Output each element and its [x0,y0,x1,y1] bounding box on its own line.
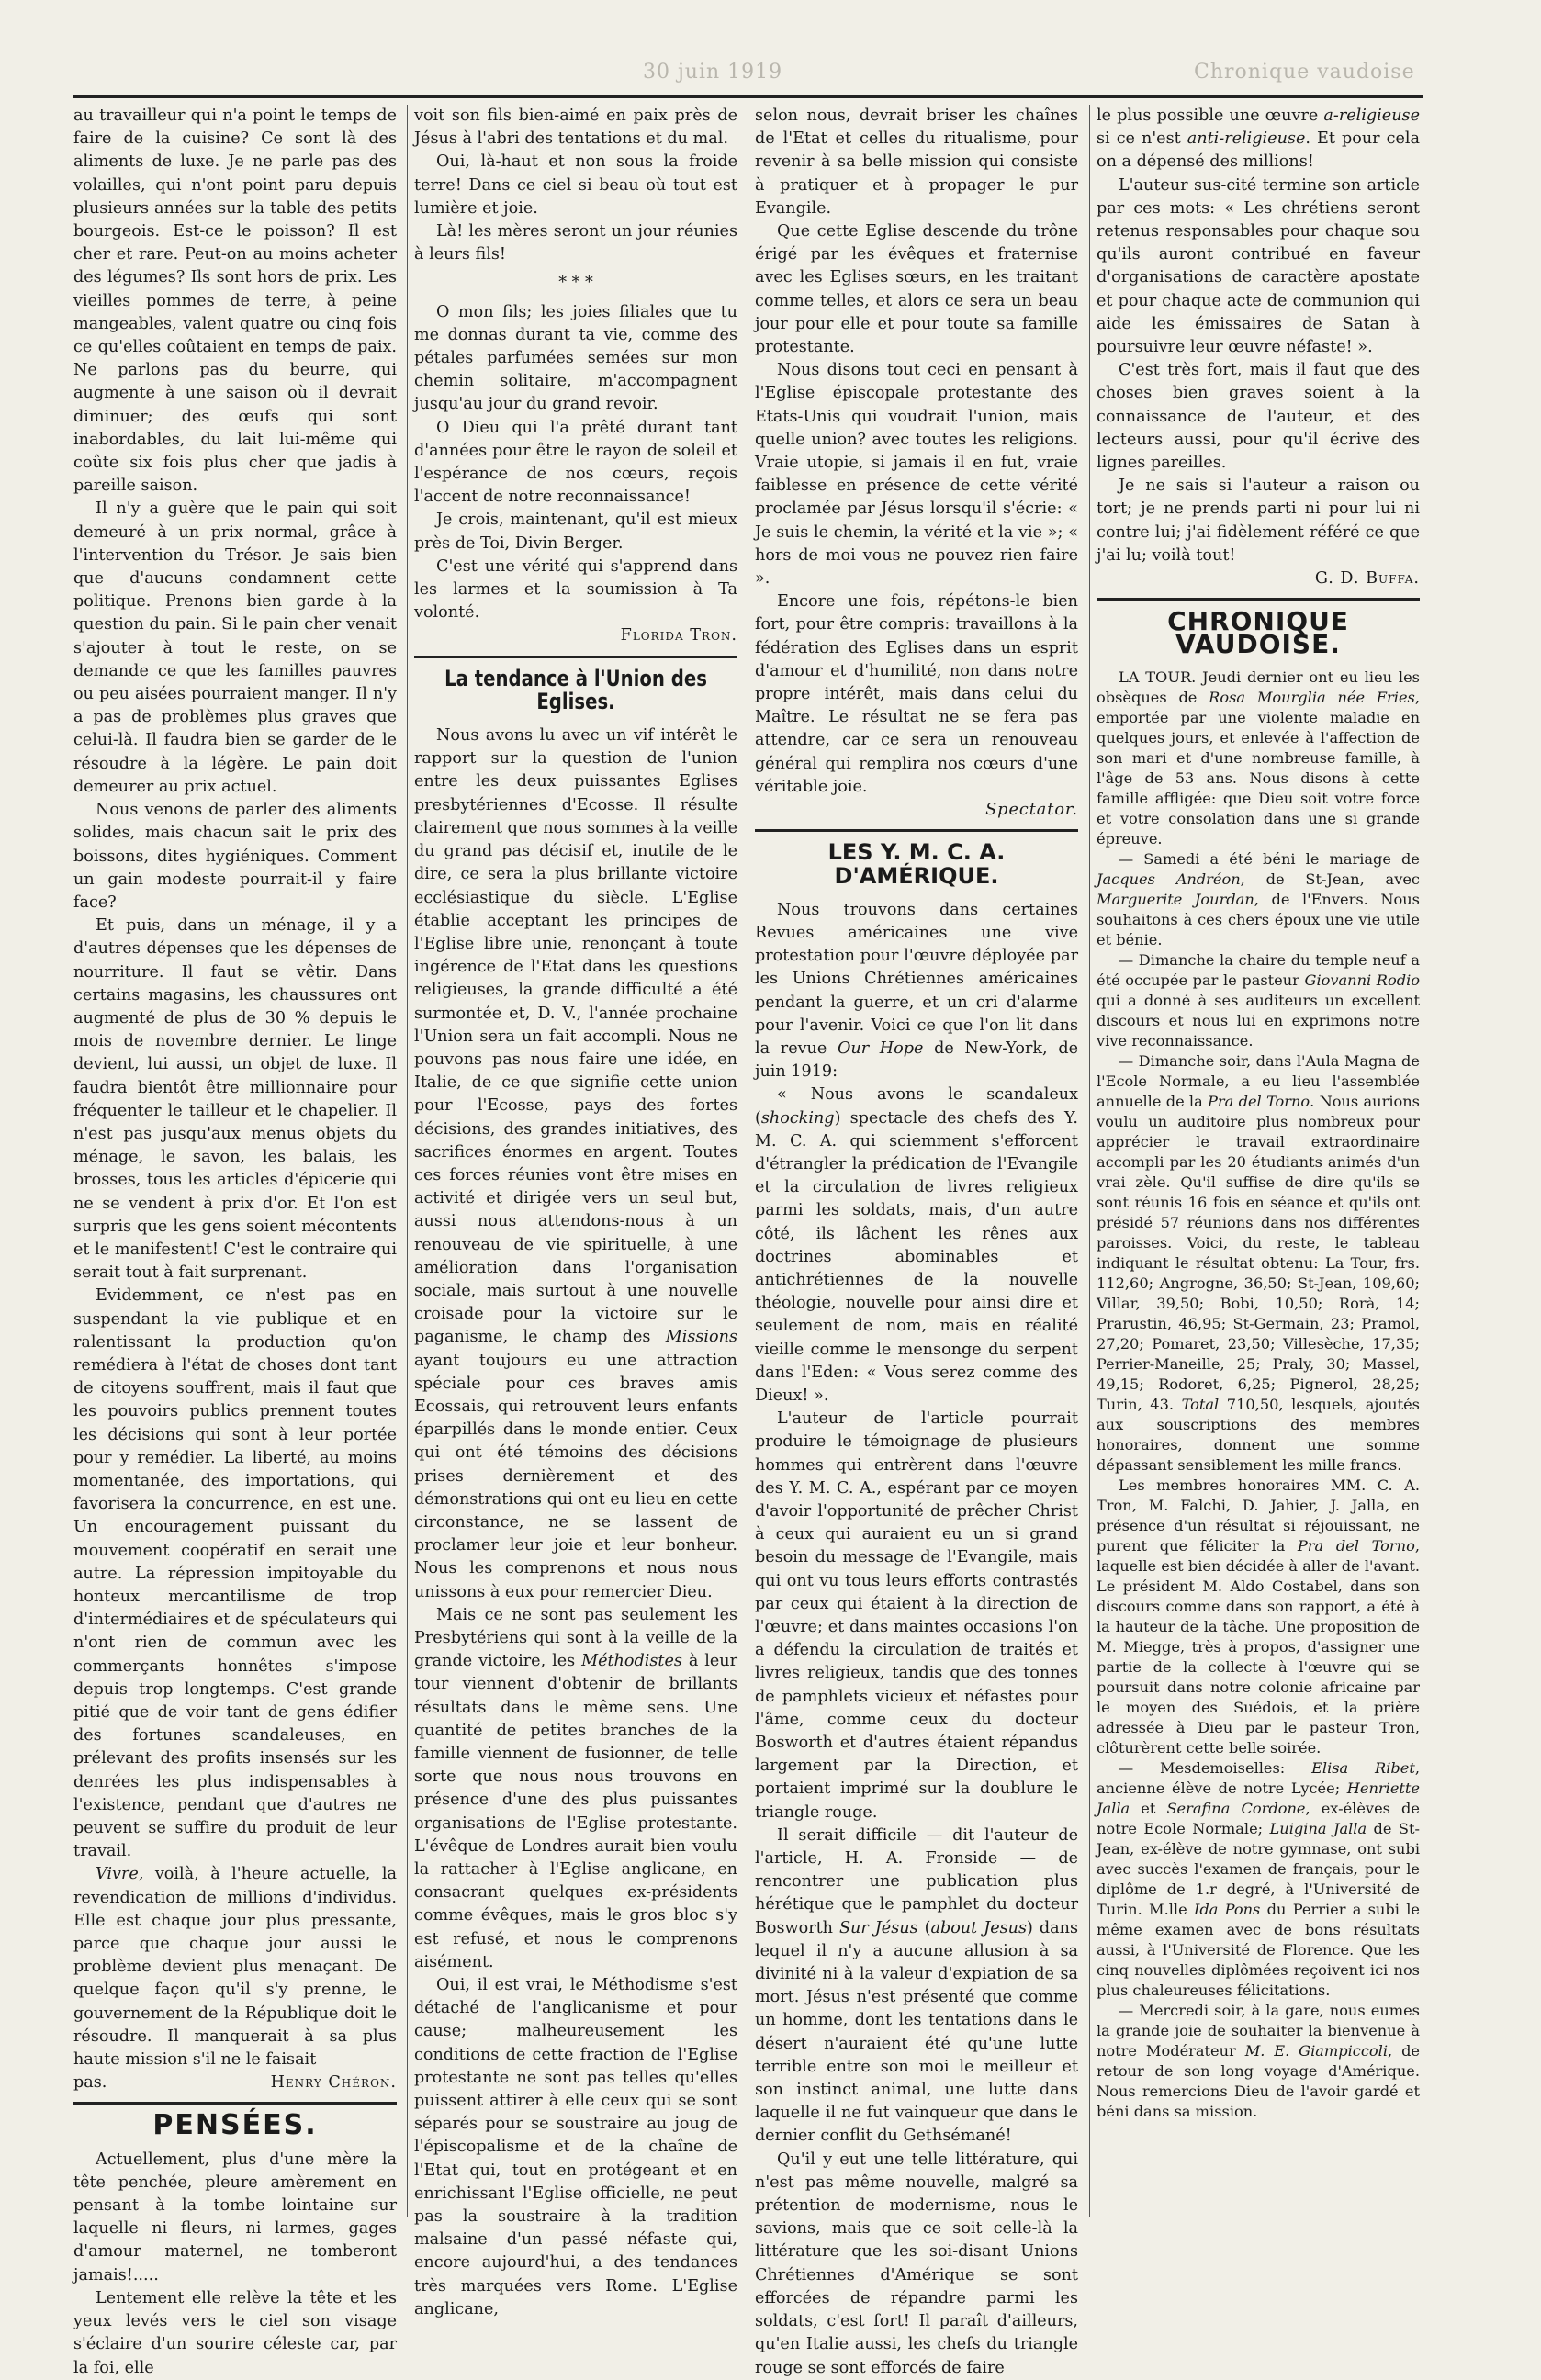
chronicle-item: Les membres honoraires MM. C. A. Tron, M. Falchi, D. Jahier, J. Jalla, en présence d'un résultat si réjouissant, ne purent que féliciter la Pra del Torno, laquelle est bien décidée à aller de l'avant. Le président M. Aldo Costabel, dans son discours comme dans son rapport, a été à la hauteur de la tâche. Une proposition de M. Miegge, très à propos, d'assigner une partie de la collecte à l'œuvre qui se poursuit dans notre colonie africaine par le moyen des Suédois, et la prière adressée à Dieu par le pasteur Tron, clôturèrent cette belle soirée. [1097,1476,1420,1757]
article-paragraph: L'auteur de l'article pourrait produire le témoignage de plusieurs hommes qui entrèrent dans l'œuvre des Y. M. C. A., espérant par ce moyen d'avoir l'opportunité de prêcher Christ à ceux qui auraient eu un si grand besoin du message de l'Evangile, mais qui ont vu tous leurs efforts contrastés par ceux qui étaient à la direction de l'œuvre; et dans maintes occasions l'on a défendu la circulation de traités et livres religieux, tandis que des tonnes de pamphlets vicieux et néfastes pour l'âme, comme ceux du docteur Bosworth et d'autres étaient répandus largement par la Direction, et portaient imprimé sur la doublure le triangle rouge. [755,1409,1078,1822]
section-rule [755,829,1078,832]
article-paragraph: Lentement elle relève la tête et les yeux levés vers le ciel son visage s'éclaire d'un sourire céleste car, par la foi, elle [73,2288,397,2377]
article-signature: Spectator. [985,801,1078,820]
article-paragraph: Nous venons de parler des aliments solides, mais chacun sait le prix des boissons, dites hygiéniques. Comment un gain modeste pourrait-il y faire face? [73,801,397,912]
article-paragraph: Il serait difficile — dit l'auteur de l'article, H. A. Fronside — de rencontrer une publication plus hérétique que le pamphlet du docteur Bosworth Sur Jésus (about Jesus) dans lequel il n'y a aucune allusion à sa divinité ni à la valeur d'expiation de sa mort. Jésus n'est présenté que comme un homme, dont les tentations dans le désert n'auraient été qu'une lutte terrible entre son moi le meilleur et son instinct animal, une lutte dans laquelle il ne fut vainqueur que dans le dernier conflit du Gethsémané! [755,1825,1078,2146]
article-paragraph: Nous disons tout ceci en pensant à l'Eglise épiscopale protestante des Etats-Unis qui voudrait l'union, mais quelle union? avec toutes les religions. Vraie utopie, si jamais il en fut, vraie faiblesse en présence de cette vérité proclamée par Jésus lorsqu'il s'écrie: « Je suis le chemin, la vérité et la vie »; « hors de moi vous ne pouvez rien faire ». [755,361,1078,589]
article-paragraph: Je crois, maintenant, qu'il est mieux près de Toi, Divin Berger. [414,511,737,553]
article-paragraph: Actuellement, plus d'une mère la tête penchée, pleure amèrement en pensant à la tombe lointaine sur laquelle ni fleurs, ni larmes, gages d'amour maternel, ne tomberont jamais!..... [73,2150,397,2285]
article-paragraph: L'auteur sus-cité termine son article par ces mots: « Les chrétiens seront retenus responsables pour chaque sou qu'ils auront contribué en faveur d'organisations de caractère apostate et pour chaque acte de communion qui aide les émissaires de Satan à poursuivre leur œuvre néfaste! ». [1097,175,1420,357]
section-rule [1097,598,1420,601]
article-paragraph: O mon fils; les joies filiales que tu me donnas durant ta vie, comme des pétales parfumées semées sur mon chemin solitaire, m'accompagnent jusqu'au jour du grand revoir. [414,302,737,414]
article-paragraph: Que cette Eglise descende du trône érigé par les évêques et fraternise avec les Eglises sœurs, en les traitant comme telles, et alors ce sera un beau jour pour elle et pour toute sa famille protestante. [755,222,1078,357]
column-1 [73,105,397,2380]
article-paragraph: O Dieu qui l'a prêté durant tant d'années pour être le rayon de soleil et l'espérance de nos cœurs, reçois l'accent de notre reconnaissance! [414,418,737,507]
section-title: LES Y. M. C. A. D'AMÉRIQUE. [827,839,1006,889]
faint-header-date: 30 juin 1919 [643,61,783,84]
chronicle-item: — Dimanche la chaire du temple neuf a été occupée par le pasteur Giovanni Rodio qui a donné à ses auditeurs un excellent discours et nous lui en exprimons notre vive reconnaissance. [1097,950,1421,1050]
chronicle-item: — Dimanche soir, dans l'Aula Magna de l'Ecole Normale, a eu lieu l'assemblée annuelle de la Pra del Torno. Nous aurions voulu un auditoire plus nombreux pour apprécier le travail extraordinaire accompli par les 20 étudiants animés d'un vrai zèle. Qu'il suffise de dire qu'ils se sont réunis 16 fois en séance et qu'ils ont présidé 57 réunions dans nos différentes paroisses. Voici, du reste, le tableau indiquant le résultat obtenu: La Tour, frs. 112,60; Angrogne, 36,50; St-Jean, 109,60; Villar, 39,50; Bobi, 10,50; Rorà, 14; Prarustin, 46,95; St-Germain, 23; Pramol, 27,20; Pomaret, 23,50; Villesèche, 17,35; Perrier-Maneille, 25; Praly, 30; Massel, 49,15; Rodoret, 6,25; Pignerol, 28,25; Turin, 43. Total 710,50, lesquels, ajoutés aux souscriptions des membres honoraires, donnent une somme dépassant sensiblement les mille francs. [1097,1051,1420,1474]
column-3 [755,105,1078,2380]
section-title: CHRONIQUE VAUDOISE. [1167,606,1349,660]
article-paragraph: selon nous, devrait briser les chaînes de l'Etat et celles du ritualisme, pour revenir à sa belle mission qui consiste à pratiquer et à propager le pur Evangile. [755,107,1078,218]
article-paragraph: « Nous avons le scandaleux (shocking) spectacle des chefs des Y. M. C. A. qui sciemment s'efforcent d'étrangler la prédication de l'Evangile et la circulation de livres religieux parmi les soldats, mais, d'un autre côté, ils lâchent les rênes aux doctrines abominables et antichrétiennes de la nouvelle théologie, nouvelle pour ainsi dire et seulement de nom, mais en réalité vieille comme le mensonge du serpent dans l'Eden: « Vous serez comme des Dieux! ». [755,1085,1078,1405]
section-rule [414,656,737,658]
article-paragraph: Evidemment, ce n'est pas en suspendant la vie publique et en ralentissant la production qu'on remédiera à l'état de choses dont tant de citoyens souffrent, mais il faut que les pouvoirs publics prennent toutes les décisions qui sont à leur portée pour y remédier. La liberté, au moins momentanée, des importations, qui favorisera la concurrence, en est une. Un encouragement puissant du mouvement coopératif en serait une autre. La répression impitoyable du honteux mercantilisme de trop d'intermédiaires et de spéculateurs qui n'ont rien de commun avec les commerçants honnêtes s'impose depuis trop longtemps. C'est grande pitié que de voir tant de gens édifier des fortunes scandaleuses, en prélevant des profits insensés sur les denrées les plus indispensables à l'existence, pendant que d'autres ne peuvent se suffire du produit de leur travail. [73,1286,397,1861]
article-paragraph: C'est une vérité qui s'apprend dans les larmes et la soumission à Ta volonté. [414,556,737,623]
article-paragraph: Il n'y a guère que le pain qui soit demeuré à un prix normal, grâce à l'intervention du Trésor. Je sais bien que d'aucuns condamnent cette politique. Prenons bien garde à la question du pain. Si le pain cher venait s'ajouter à tout le reste, on se demande ce que les familles pauvres ou peu aisées pourraient manger. Il n'y a pas de problèmes plus graves que celui-là. Il faudra bien se garder de le résoudre à la légère. Le pain doit demeurer au prix actuel. [73,500,397,796]
chronicle-body [1097,668,1420,2122]
article-paragraph: Je ne sais si l'auteur a raison ou tort; je ne prends parti ni pour lui ni contre lui; j'ai fidèlement référé ce que j'ai lu; voilà tout! [1097,477,1420,565]
chronicle-item: — Mercredi soir, à la gare, nous eumes la grande joie de souhaiter la bienvenue à notre Modérateur M. E. Giampiccoli, de retour de son long voyage d'Amérique. Nous remercions Dieu de l'avoir gardé et béni dans sa mission. [1097,2001,1421,2120]
section-title: PENSÉES. [152,2109,318,2142]
article-paragraph: Vivre, voilà, à l'heure actuelle, la revendication de millions d'individus. Elle est chaque jour plus pressante, parce que chaque jour aussi le problème devient plus menaçant. De quelque façon qu'il s'y prenne, le gouvernement de la République doit le résoudre. Il manquerait à sa plus haute mission s'il ne le faisait [73,1865,397,2070]
faint-header-section: Chronique vaudoise [1194,61,1415,84]
article-paragraph: voit son fils bien-aimé en paix près de Jésus à l'abri des tentations et du mal. [414,107,737,149]
article-paragraph: le plus possible une œuvre a-religieuse si ce n'est anti-religieuse. Et pour cela on a dépensé des millions! [1097,107,1420,172]
chronicle-item: — Mesdemoiselles: Elisa Ribet, ancienne élève de notre Lycée; Henriette Jalla et Serafina Cordone, ex-élèves de notre Ecole Normale; Luigina Jalla de St-Jean, ex-élève de notre gymnase, ont subi avec succès l'examen de français, pour le diplôme de 1.r degré, à l'Université de Turin. M.lle Ida Pons du Perrier a subi le même examen avec de bons résultats aussi, à l'Université de Florence. Que les cinq nouvelles diplômées reçoivent ici nos plus chaleureuses félicitations. [1097,1758,1420,1999]
article-signature: Henry Chéron. [270,2073,397,2093]
article-signature-line: pas. Henry Chéron. [73,2071,397,2094]
article-paragraph: Nous trouvons dans certaines Revues américaines une vive protestation pour l'œuvre déployée par les Unions Chrétiennes américaines pendant la guerre, et un cri d'alarme pour l'avenir. Voici ce que l'on lit dans la revue Our Hope de New-York, de juin 1919: [755,900,1078,1082]
article-paragraph: C'est très fort, mais il faut que des choses bien graves soient à la connaissance de l'auteur, et des lecteurs aussi, pour qu'il écrive des lignes pareilles. [1097,361,1420,473]
article-paragraph: Là! les mères seront un jour réunies à leurs fils! [414,222,737,264]
article-paragraph: Mais ce ne sont pas seulement les Presbytériens qui sont à la veille de la grande victoire, les Méthodistes à leur tour viennent d'obtenir de brillants résultats dans le même sens. Une quantité de petites branches de la famille viennent de fusionner, de telle sorte que nous nous trouvons en présence d'une des plus puissantes organisations de l'Eglise protestante. L'évêque de Londres aurait bien voulu la rattacher à l'Eglise anglicane, en consacrant quelques ex-présidents comme évêques, mais le gros bloc s'y est refusé, et nous le comprenons aisément. [414,1605,737,1971]
article-paragraph: au travailleur qui n'a point le temps de faire de la cuisine? Ce sont là des aliments de luxe. Je ne parle pas des volailles, qui n'ont point paru depuis plusieurs années sur la table des petits bourgeois. Est-ce le poisson? Il est cher et rare. Peut-on au moins acheter des légumes? Ils sont hors de prix. Les vieilles pommes de terre, à peine mangeables, valent quatre ou cinq fois ce qu'elles coûtaient en temps de paix. Ne parlons pas du beurre, qui augmente à une saison où il devrait diminuer; des œufs qui sont inabordables, du lait lui-même qui coûte six fois plus cher que jadis à pareille saison. [73,107,397,496]
section-ornament: * * * [558,274,593,293]
column-4 [1097,105,1420,2122]
article-paragraph: Oui, il est vrai, le Méthodisme s'est détaché de l'anglicanisme et pour cause; malheureusement les conditions de cette fraction de l'Eglise protestante ne sont pas telles qu'elles puissent attirer à elle ceux qui se sont séparés pour se soustraire au joug de l'épiscopalisme et de la chaîne de l'Etat qui, tout en protégeant et en enrichissant l'Eglise officielle, ne peut pas la soustraire à la tradition malsaine d'un passé néfaste qui, encore aujourd'hui, a des tendances très marquées vers Rome. L'Eglise anglicane, [414,1976,737,2318]
column-divider [1089,105,1090,2217]
column-2 [414,105,737,2321]
article-paragraph: Nous avons lu avec un vif intérêt le rapport sur la question de l'union entre les deux puissantes Eglises presbytériennes d'Ecosse. Il résulte clairement que nous sommes à la veille du grand pas décisif et, inutile de le dire, ce sera la plus brillante victoire ecclésiastique du siècle. L'Eglise établie acceptant les principes de l'Eglise libre unie, renonçant à toute ingérence de l'Etat dans les questions religieuses, la grande difficulté a été surmontée et, D. V., l'année prochaine l'Union sera un fait accompli. Nous ne pouvons pas nous faire une idée, en Italie, de ce que signifie cette union pour l'Ecosse, pays des fortes décisions, des grandes initiatives, des sacrifices énormes en argent. Toutes ces forces réunies vont être mises en activité et dirigée vers un seul but, aussi nous attendons-nous à un renouveau de vie spirituelle, à une amélioration dans l'organisation sociale, mais surtout à une nouvelle croisade pour la victoire sur le paganisme, le champ des Missions ayant toujours eu une attraction spéciale pour ces braves amis Ecossais, qui retrouvent leurs enfants éparpillés dans le monde entier. Ceux qui ont été témoins des décisions prises dernièrement et des démonstrations qui ont eu lieu en cette circonstance, ne se lassent de proclamer leur joie et leur bonheur. Nous les comprenons et nous nous unissons à eux pour remercier Dieu. [414,726,737,1601]
chronicle-item: LA TOUR. Jeudi dernier ont eu lieu les obsèques de Rosa Mourglia née Fries, emportée par une violente maladie en quelques jours, et enlevée à l'affection de son mari et d'une nombreuse famille, à l'âge de 53 ans. Nous disons à cette famille affligée: que Dieu soit votre force et votre consolation dans une si grande épreuve. [1097,668,1420,848]
column-divider [407,105,408,2217]
section-rule [73,2102,397,2105]
chronicle-item: — Samedi a été béni le mariage de Jacques Andréon, de St-Jean, avec Marguerite Jourdan, de l'Envers. Nous souhaitons à ces chers époux une vie utile et bénie. [1097,849,1420,949]
page-header [73,57,1423,88]
article-paragraph: Qu'il y eut une telle littérature, qui n'est pas même nouvelle, malgré sa prétention de modernisme, nous le savions, mais que ce soit celle-là la littérature que les soi-disant Unions Chrétiennes d'Amérique se sont efforcées de répandre parmi les soldats, c'est fort! Il paraît d'ailleurs, qu'en Italie aussi, les chefs du triangle rouge se sont efforcés de faire [755,2150,1078,2377]
header-rule [73,95,1423,98]
article-paragraph: Oui, là-haut et non sous la froide terre! Dans ce ciel si beau où tout est lumière et joie. [414,152,737,218]
article-signature: Florida Tron. [620,626,737,646]
article-paragraph: Et puis, dans un ménage, il y a d'autres dépenses que les dépenses de nourriture. Il faut se vêtir. Dans certains magasins, les chaussures ont augmenté de plus de 30 % depuis le mois de novembre dernier. Le linge devient, lui aussi, un objet de luxe. Il faudra bientôt être millionnaire pour fréquenter le tailleur et le chapelier. Il n'est pas jusqu'aux menus objets du ménage, le savon, les balais, les brosses, tous les articles d'épicerie qui ne se vendent à prix d'or. Et l'on est surpris que les gens soient mécontents et le manifestent! C'est le contraire qui serait tout à fait surprenant. [73,916,397,1283]
article-signature: G. D. Buffa. [1314,569,1420,589]
article-paragraph: Encore une fois, répétons-le bien fort, pour être compris: travaillons à la fédération des Eglises dans un esprit d'amour et d'humilité, non dans notre propre intérêt, mais dans celui du Maître. Le résultat ne se fera pas attendre, car ce sera un renouveau général qui remplira nos cœurs d'une véritable joie. [755,592,1078,796]
section-title: La tendance à l'Union des Eglises. [444,665,707,714]
